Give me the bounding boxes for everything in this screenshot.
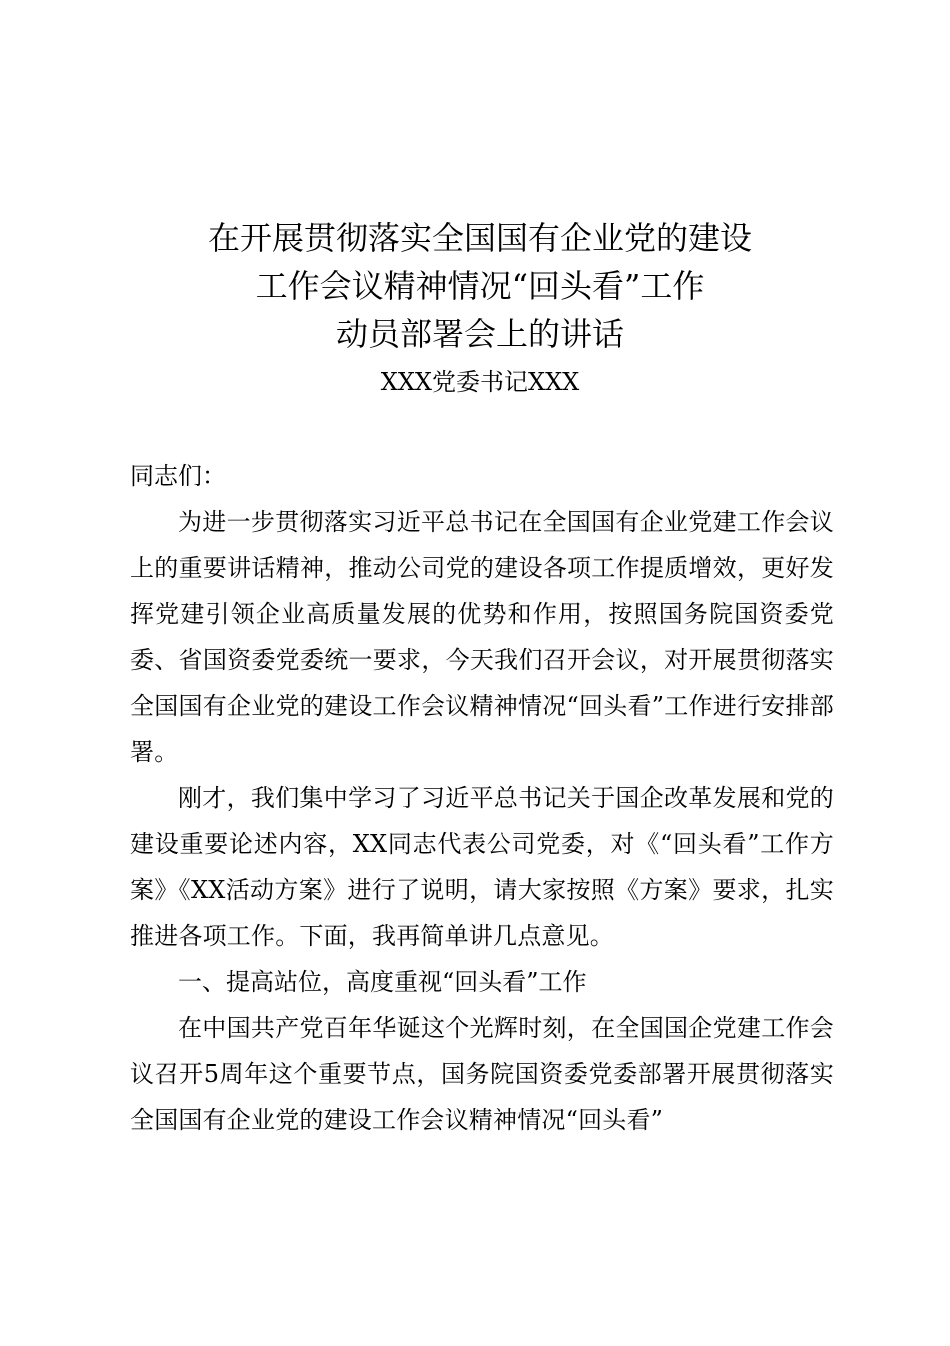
title-block — [100, 214, 860, 400]
section-heading: 一、提高站位，高度重视“回头看”工作 — [178, 968, 587, 996]
paragraph-2: 刚才，我们集中学习了习近平总书记关于国企改革发展和党的建设重要论述内容，XX同志代表公司党委，对《“回头看”工作方案》《XX活动方案》进行了说明，请大家按照《方案》要求，扎实推进各项工作。下面，我再简单讲几点意见。 — [130, 784, 834, 950]
section-paragraph: 在中国共产党百年华诞这个光辉时刻，在全国国企党建工作会议召开5周年这个重要节点，国务院国资委党委部署开展贯彻落实全国国有企业党的建设工作会议精神情况“回头看” — [130, 1014, 834, 1134]
title-line-1: 在开展贯彻落实全国国有企业党的建设 — [207, 219, 752, 257]
paragraph-1: 为进一步贯彻落实习近平总书记在全国国有企业党建工作会议上的重要讲话精神，推动公司党的建设各项工作提质增效，更好发挥党建引领企业高质量发展的优势和作用，按照国务院国资委党委、省国资委党委统一要求，今天我们召开会议，对开展贯彻落实全国国有企业党的建设工作会议精神情况“回头看”工作进行安排部署。 — [130, 508, 834, 766]
author-line: XXX党委书记XXX — [380, 368, 580, 396]
body-text — [130, 453, 834, 1143]
title-line-2: 工作会议精神情况“回头看”工作 — [255, 267, 705, 305]
title-line-3: 动员部署会上的讲话 — [335, 315, 624, 353]
salutation: 同志们： — [130, 462, 226, 490]
